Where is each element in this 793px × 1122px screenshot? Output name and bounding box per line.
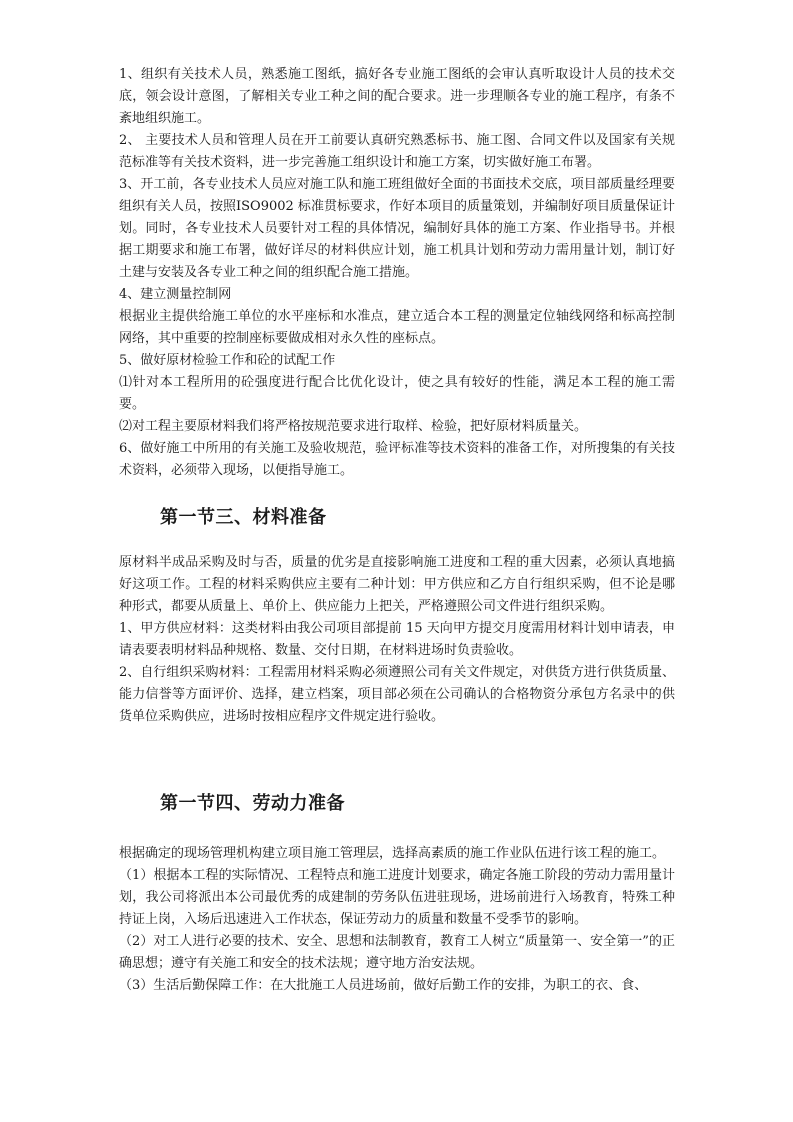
paragraph: 根据确定的现场管理机构建立项目施工管理层，选择高素质的施工作业队伍进行该工程的施工。 <box>119 846 666 861</box>
paragraph: 1、组织有关技术人员，熟悉施工图纸，搞好各专业施工图纸的会审认真听取设计人员的技术交底，领会设计意图，了解相关专业工种之间的配合要求。进一步理顺各专业的施工程序，有条不紊地组织施工。 <box>119 67 675 126</box>
paragraph: 5、做好原材检验工作和砼的试配工作 <box>119 353 336 368</box>
paragraph: ⑵对工程主要原材料我们将严格按规范要求进行取样、检验，把好原材料质量关。 <box>119 419 588 434</box>
paragraph: （2）对工人进行必要的技术、安全、思想和法制教育，教育工人树立“质量第一、安全第一”的正确思想；遵守有关施工和安全的技术法规；遵守地方治安法规。 <box>119 934 675 971</box>
paragraph: 6、做好施工中所用的有关施工及验收规范，验评标准等技术资料的准备工作，对所搜集的有关技术资料，必须带入现场，以便指导施工。 <box>119 441 675 478</box>
paragraph: 4、建立测量控制网 <box>119 287 232 302</box>
paragraph: 2、 主要技术人员和管理人员在开工前要认真研究熟悉标书、施工图、合同文件以及国家有关规范标准等有关技术资料，进一步完善施工组织设计和施工方案，切实做好施工布署。 <box>119 133 675 170</box>
paragraph: 根据业主提供给施工单位的水平座标和水准点，建立适合本工程的测量定位轴线网络和标高控制网络，其中重要的控制座标要做成相对永久性的座标点。 <box>119 309 675 346</box>
paragraph: 1、甲方供应材料：这类材料由我公司项目部提前 15 天向甲方提交月度需用材料计划申请表，申请表要表明材料品种规格、数量、交付日期，在材料进场时负责验收。 <box>119 621 675 658</box>
paragraph: （3）生活后勤保障工作：在大批施工人员进场前，做好后勤工作的安排，为职工的衣、食、 <box>119 978 648 993</box>
paragraph: 3、开工前，各专业技术人员应对施工队和施工班组做好全面的书面技术交底，项目部质量经理要组织有关人员，按照ISO9002 标准贯标要求，作好本项目的质量策划，并编制好项目质量保证计划。同时，各专业技术人员要针对工程的具体情况，编制好具体的施工方案、作业指导书。并根据工期要求和施工布署，做好详尽的材料供应计划，施工机具计划和劳动力需用量计划，制订好土建与安装及各专业工种之间的组织配合施工措施。 <box>119 177 675 280</box>
paragraph: ⑴针对本工程所用的砼强度进行配合比优化设计，使之具有较好的性能，满足本工程的施工需要。 <box>119 375 675 412</box>
technical-preparation-text <box>119 64 675 482</box>
paragraph: （1）根据本工程的实际情况、工程特点和施工进度计划要求，确定各施工阶段的劳动力需用量计划，我公司将派出本公司最优秀的成建制的劳务队伍进驻现场，进场前进行入场教育，特殊工种持证上岗，入场后迅速进入工作状态，保证劳动力的质量和数量不受季节的影响。 <box>119 868 675 927</box>
section-heading-materials: 第一节三、材料准备 <box>160 507 327 528</box>
labor-text <box>119 843 675 997</box>
paragraph: 2、自行组织采购材料：工程需用材料采购必须遵照公司有关文件规定，对供货方进行供货质量、能力信誉等方面评价、选择，建立档案，项目部必须在公司确认的合格物资分承包方名录中的供货单位采购供应，进场时按相应程序文件规定进行验收。 <box>119 665 675 724</box>
section-heading-labor: 第一节四、劳动力准备 <box>160 793 345 814</box>
materials-text <box>119 552 675 728</box>
paragraph: 原材料半成品采购及时与否，质量的优劣是直接影响施工进度和工程的重大因素，必须认真地搞好这项工作。工程的材料采购供应主要有二种计划：甲方供应和乙方自行组织采购，但不论是哪种形式，都要从质量上、单价上、供应能力上把关，严格遵照公司文件进行组织采购。 <box>119 555 675 614</box>
